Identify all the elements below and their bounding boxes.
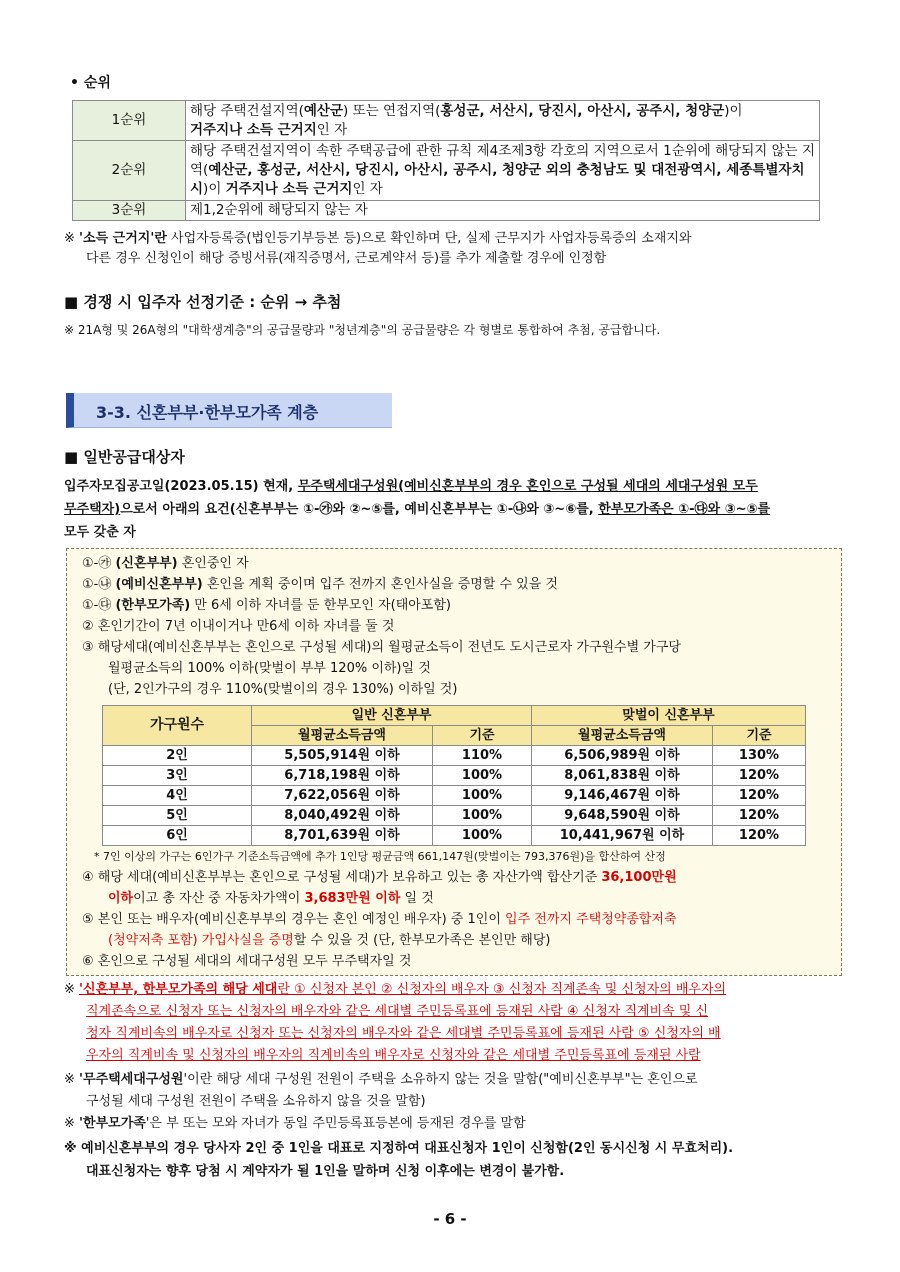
competition-note: ※ 21A형 및 26A형의 "대학생계층"의 공급물량과 "청년계층"의 공급물량은 각 형별로 통합하여 추첨, 공급합니다.: [64, 323, 661, 337]
bullet: •: [70, 75, 79, 91]
req-1b: ①-㉯ (예비신혼부부) 혼인을 계획 중이며 입주 전까지 혼인사실을 증명할 수 있을 것: [82, 577, 558, 592]
req-3: ③ 해당세대(예비신혼부부는 혼인으로 구성될 세대)의 월평균소득이 전년도 도시근로자 가구원수별 가구당: [82, 640, 681, 655]
general-intro: 입주자모집공고일(2023.05.15) 현재, 무주택세대구성원(예비신혼부부의 경우 혼인으로 구성될 세대의 세대구성원 모두 무주택자)으로서 아래의 요건(신혼부부는 ①-㉮와 ②~⑤를, 예비신혼부부는 ①-㉯와 ③~⑥를, 한부모가족은 ①-㉰와 ③~⑤를 모두 갖춘 자: [64, 479, 771, 540]
rank-table: [72, 100, 820, 221]
header-dual: 맞벌이 신혼부부: [532, 706, 806, 726]
note-household: ※ '신혼부부, 한부모가족의 해당 세대란 ① 신청자 본인 ② 신청자의 배우자 ③ 신청자 직계존속 및 신청자의 배우자의 직계존속으로 신청자 또는 신청자의 배우자와 같은 세대별 주민등록표에 등재된 사람 ④ 신청자 직계비속 및 신 청자 직계비속의 배우자로 신청자 또는 신청자의 배우자와 같은 세대별 주민등록표에 등재된 사람 ⑤ 신청자의 배 우자의 직계비속 및 신청자의 배우자의 직계비속의 배우자로 신청자와 같은 세대별 주민등록표에 등재된 사람: [64, 982, 727, 1063]
req-1c: ①-㉰ (한부모가족) 만 6세 이하 자녀를 둔 한부모인 자(태아포함): [82, 598, 451, 613]
note-representative: ※ 예비신혼부부의 경우 당사자 2인 중 1인을 대표로 지정하여 대표신청자 1인이 신청함(2인 동시신청 시 무효처리). 대표신청자는 향후 당첨 시 계약자가 될 1인을 말하며 신청 이후에는 변경이 불가함.: [64, 1141, 734, 1179]
section-heading: [66, 393, 392, 428]
req-3-line3: (단, 2인가구의 경우 110%(맞벌이의 경우 130%) 이하일 것): [108, 682, 458, 697]
competition-title: ■ 경쟁 시 입주자 선정기준 : 순위 → 추첨: [64, 293, 342, 311]
table-row: [73, 141, 820, 201]
table-row: 2인 5,505,914원 이하 110% 6,506,989원 이하 130%: [103, 746, 806, 766]
header-household: 가구원수: [103, 706, 252, 746]
header-criteria-dual: 기준: [713, 726, 806, 746]
rank-label: 2순위: [73, 141, 186, 201]
req-4: ④ 해당 세대(예비신혼부부는 혼인으로 구성될 세대)가 보유하고 있는 총 자산가액 합산기준 36,100만원: [82, 870, 677, 885]
table-row: [73, 101, 820, 141]
req-1a: ①-㉮ (신혼부부) 혼인중인 자: [82, 556, 249, 571]
req-2: ② 혼인기간이 7년 이내이거나 만6세 이하 자녀를 둘 것: [82, 619, 395, 634]
requirements-list: [82, 553, 681, 700]
income-table: [102, 705, 806, 846]
rank-desc: 제1,2순위에 해당되지 않는 자: [186, 201, 820, 221]
req-5: ⑤ 본인 또는 배우자(예비신혼부부의 경우는 혼인 예정인 배우자) 중 1인이 입주 전까지 주택청약종합저축: [82, 912, 677, 927]
section-heading-text: 3-3. 신혼부부·한부모가족 계층: [96, 403, 319, 422]
page-number: - 6 -: [433, 1210, 467, 1228]
header-income-dual: 월평균소득금액: [532, 726, 713, 746]
req-4-line2: 이하이고 총 자산 중 자동차가액이 3,683만원 이하 일 것: [108, 891, 434, 906]
rank-label: 3순위: [73, 201, 186, 221]
table-row: 5인 8,040,492원 이하 100% 9,648,590원 이하 120%: [103, 806, 806, 826]
header-income: 월평균소득금액: [252, 726, 433, 746]
rank-note: ※ '소득 근거지'란 사업자등록증(법인등기부등본 등)으로 확인하며 단, 실제 근무지가 사업자등록증의 소재지와 다른 경우 신청인이 해당 증빙서류(재직증명서, 근로계약서 등)를 추가 제출할 경우에 인정함: [64, 231, 692, 266]
req-3-line2: 월평균소득의 100% 이하(맞벌이 부부 120% 이하)일 것: [108, 661, 431, 676]
rank-title: [70, 72, 111, 94]
table-row: 3인 6,718,198원 이하 100% 8,061,838원 이하 120%: [103, 766, 806, 786]
req-5-line2: (청약저축 포함) 가입사실을 증명할 수 있을 것 (단, 한부모가족은 본인만 해당): [108, 933, 551, 948]
header-criteria: 기준: [433, 726, 532, 746]
requirements-list-2: [82, 867, 834, 972]
header-general: 일반 신혼부부: [252, 706, 532, 726]
note-homeless: ※ '무주택세대구성원'이란 해당 세대 구성원 전원이 주택을 소유하지 않는 것을 말함("예비신혼부부"는 혼인으로 구성될 세대 구성원 전원이 주택을 소유하지 않을 것을 말함): [64, 1072, 698, 1109]
rank-desc: 해당 주택건설지역(예산군) 또는 연접지역(홍성군, 서산시, 당진시, 아산시, 공주시, 청양군)이 거주지나 소득 근거지인 자: [186, 101, 820, 141]
rank-desc: 해당 주택건설지역이 속한 주택공급에 관한 규칙 제4조제3항 각호의 지역으로서 1순위에 해당되지 않는 지역(예산군, 홍성군, 서산시, 당진시, 아산시, 공주시, 청양군 외의 충청남도 및 대전광역시, 세종특별자치시)이 거주지나 소득 근거지인 자: [186, 141, 820, 201]
table-row: 4인 7,622,056원 이하 100% 9,146,467원 이하 120%: [103, 786, 806, 806]
req-6: ⑥ 혼인으로 구성될 세대의 세대구성원 모두 무주택자일 것: [82, 954, 412, 969]
general-title: ■ 일반공급대상자: [64, 448, 185, 466]
rank-label: 1순위: [73, 101, 186, 141]
rank-title-text: 순위: [83, 75, 111, 91]
table-row: 6인 8,701,639원 이하 100% 10,441,967원 이하 120%: [103, 826, 806, 846]
table-row: [73, 201, 820, 221]
table-note: * 7인 이상의 가구는 6인가구 기준소득금액에 추가 1인당 평균금액 661,147원(맞벌이는 793,376원)을 합산하여 산정: [94, 850, 666, 863]
note-single-parent: ※ '한부모가족'은 부 또는 모와 자녀가 동일 주민등록표등본에 등재된 경우를 말함: [64, 1116, 526, 1131]
